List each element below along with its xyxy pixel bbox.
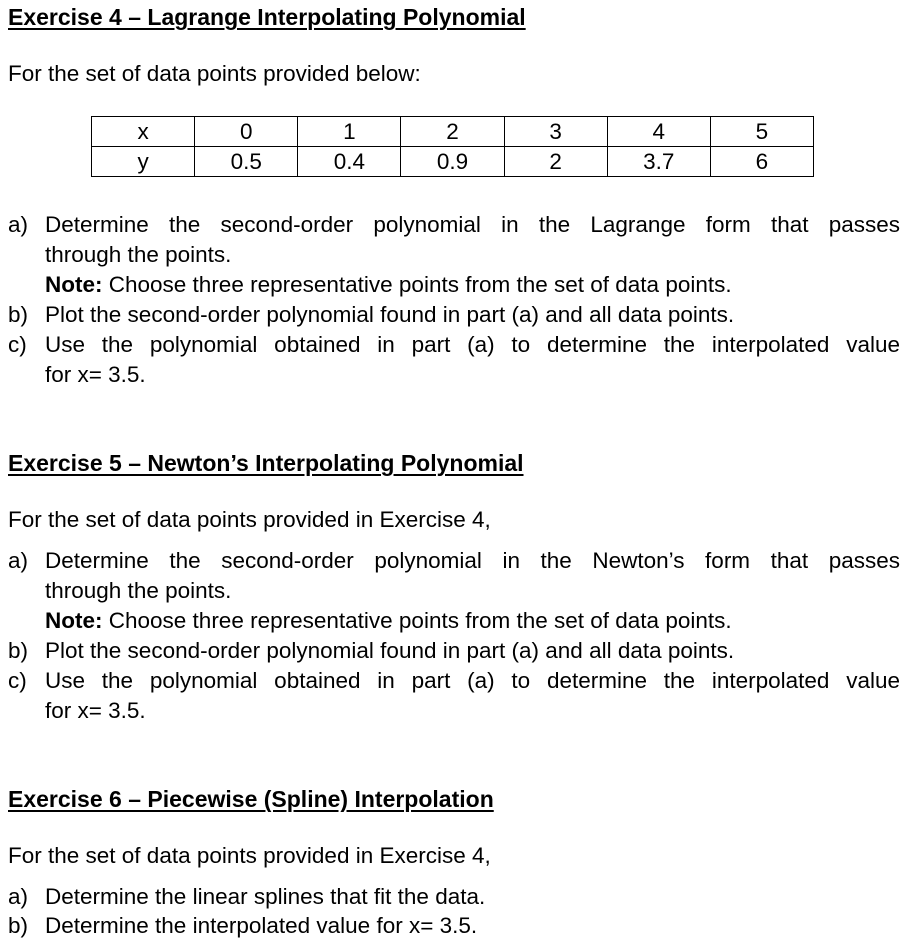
table-row-x	[92, 117, 814, 147]
note	[45, 606, 900, 636]
data-points-table	[91, 116, 814, 177]
item-text: Determine the second-order polynomial in the Newton’s form that passes	[45, 548, 900, 573]
item-text: through the points.	[45, 578, 232, 603]
table-cell: 5	[710, 117, 813, 147]
item-label: b)	[8, 302, 29, 327]
table-cell: 3.7	[607, 147, 710, 177]
exercise-5-item-c	[8, 666, 900, 726]
exercise-5-title: Exercise 5 – Newton’s Interpolating Polynomial	[8, 450, 524, 476]
item-text: Determine the linear splines that fit the data.	[45, 884, 486, 909]
exercise-6-item-a	[8, 882, 900, 912]
item-label: a)	[8, 212, 29, 237]
exercise-6-intro: For the set of data points provided in Exercise 4,	[8, 843, 491, 868]
note	[45, 270, 900, 300]
item-label: a)	[8, 884, 29, 909]
table-cell: 3	[504, 117, 607, 147]
note-label: Note:	[45, 608, 103, 633]
exercise-6-title: Exercise 6 – Piecewise (Spline) Interpolation	[8, 786, 494, 812]
item-label: b)	[8, 913, 29, 938]
table-cell: x	[92, 117, 195, 147]
exercise-4-item-c	[8, 330, 900, 390]
item-label: c)	[8, 332, 27, 357]
exercise-5-item-a	[8, 546, 900, 636]
item-text: Determine the second-order polynomial in the Lagrange form that passes	[45, 212, 900, 237]
item-label: c)	[8, 668, 27, 693]
item-text: through the points.	[45, 242, 232, 267]
item-text: for x= 3.5.	[45, 362, 146, 387]
item-text: Plot the second-order polynomial found in part (a) and all data points.	[45, 302, 735, 327]
exercise-4-intro: For the set of data points provided below:	[8, 61, 421, 86]
table-cell: 0.9	[401, 147, 504, 177]
item-text: Plot the second-order polynomial found in part (a) and all data points.	[45, 638, 735, 663]
table-cell: 0.5	[195, 147, 298, 177]
item-text: Determine the interpolated value for x= 3.5.	[45, 913, 478, 938]
table-cell: 6	[710, 147, 813, 177]
table-cell: 4	[607, 117, 710, 147]
exercise-4-item-b	[8, 300, 900, 330]
table-cell: 2	[504, 147, 607, 177]
item-label: b)	[8, 638, 29, 663]
item-label: a)	[8, 548, 29, 573]
table-cell: y	[92, 147, 195, 177]
exercise-4-title: Exercise 4 – Lagrange Interpolating Polynomial	[8, 4, 526, 30]
exercise-6-item-b	[8, 911, 900, 941]
note-label: Note:	[45, 272, 103, 297]
note-text: Choose three representative points from the set of data points.	[102, 272, 732, 297]
exercise-5-item-b	[8, 636, 900, 666]
table-cell: 2	[401, 117, 504, 147]
item-text: Use the polynomial obtained in part (a) to determine the interpolated value	[45, 332, 900, 357]
exercise-5-intro: For the set of data points provided in Exercise 4,	[8, 507, 491, 532]
exercise-4-item-a	[8, 210, 900, 300]
item-text: for x= 3.5.	[45, 698, 146, 723]
table-cell: 0	[195, 117, 298, 147]
table-cell: 1	[298, 117, 401, 147]
table-row-y	[92, 147, 814, 177]
note-text: Choose three representative points from the set of data points.	[102, 608, 732, 633]
table-cell: 0.4	[298, 147, 401, 177]
item-text: Use the polynomial obtained in part (a) to determine the interpolated value	[45, 668, 900, 693]
